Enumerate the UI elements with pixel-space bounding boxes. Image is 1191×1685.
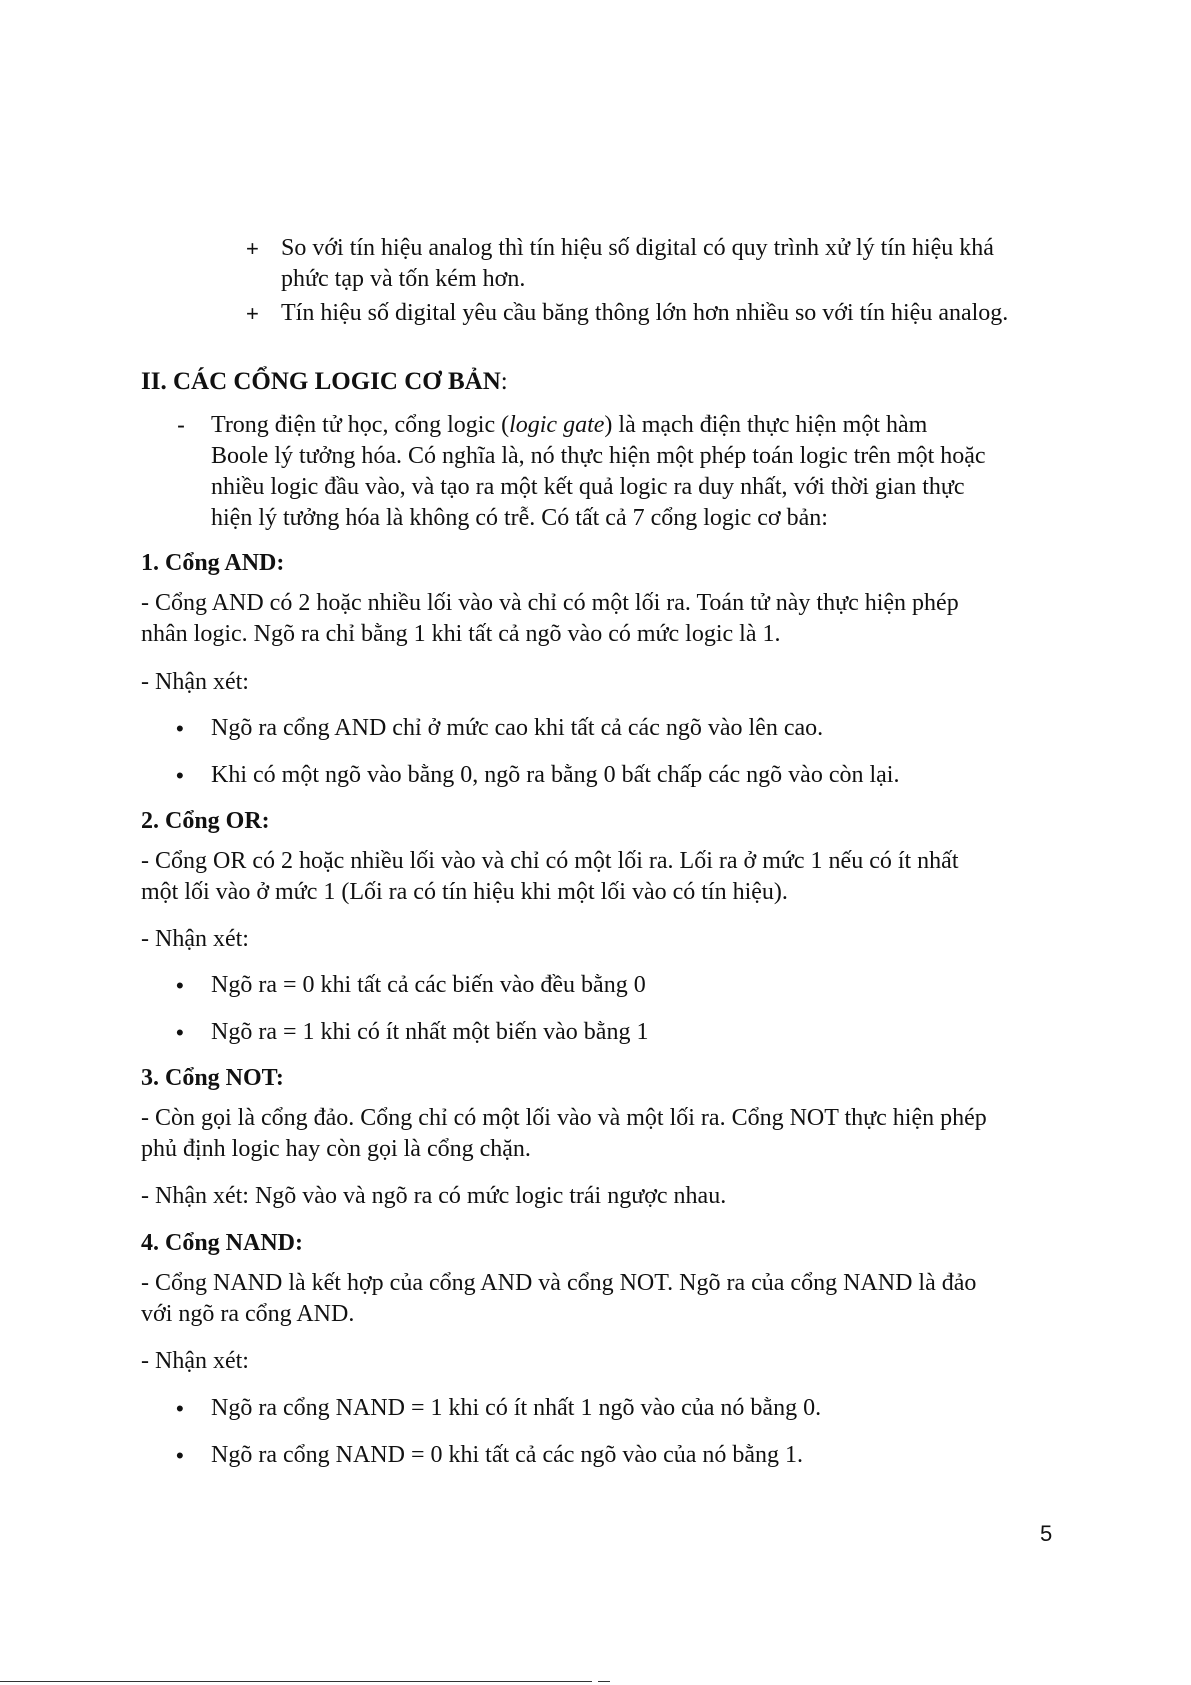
plus-marker: + bbox=[246, 236, 259, 261]
remark-label: - Nhận xét: bbox=[141, 926, 249, 952]
plus-marker: + bbox=[246, 301, 259, 326]
list-item-text: phức tạp và tốn kém hơn. bbox=[281, 266, 526, 292]
list-item-text: So với tín hiệu analog thì tín hiệu số digital có quy trình xử lý tín hiệu khá bbox=[281, 235, 994, 261]
gate-or-heading: 2. Cổng OR: bbox=[141, 808, 270, 834]
page-number: 5 bbox=[1040, 1521, 1053, 1546]
paragraph-line: - Còn gọi là cổng đảo. Cổng chỉ có một lối vào và một lối ra. Cổng NOT thực hiện phép bbox=[141, 1105, 987, 1131]
remark-label: - Nhận xét: bbox=[141, 1348, 249, 1374]
list-item-text: Tín hiệu số digital yêu cầu băng thông lớn hơn nhiều so với tín hiệu analog. bbox=[281, 300, 1009, 326]
intro-line bbox=[211, 410, 927, 441]
paragraph-line: với ngõ ra cổng AND. bbox=[141, 1301, 355, 1327]
gate-not-heading: 3. Cổng NOT: bbox=[141, 1065, 284, 1091]
footer-rule-tail bbox=[598, 1681, 610, 1682]
list-item-text: Ngõ ra cổng NAND = 1 khi có ít nhất 1 ngõ vào của nó bằng 0. bbox=[211, 1395, 822, 1421]
paragraph-line: nhân logic. Ngõ ra chỉ bằng 1 khi tất cả ngõ vào có mức logic là 1. bbox=[141, 621, 781, 647]
gate-nand-heading: 4. Cổng NAND: bbox=[141, 1230, 303, 1256]
dash-marker: - bbox=[177, 412, 185, 439]
intro-line: Boole lý tưởng hóa. Có nghĩa là, nó thực hiện một phép toán logic trên một hoặc bbox=[211, 443, 986, 469]
intro-italic-term: logic gate bbox=[509, 412, 605, 438]
list-item-text: Ngõ ra = 0 khi tất cả các biến vào đều bằng 0 bbox=[211, 972, 646, 998]
bullet-icon: • bbox=[176, 1396, 184, 1421]
remark-label: - Nhận xét: bbox=[141, 669, 249, 695]
intro-line: nhiều logic đầu vào, và tạo ra một kết quả logic ra duy nhất, với thời gian thực bbox=[211, 474, 965, 500]
remark-label: - Nhận xét: Ngõ vào và ngõ ra có mức logic trái ngược nhau. bbox=[141, 1183, 727, 1209]
paragraph-line: - Cổng OR có 2 hoặc nhiều lối vào và chỉ có một lối ra. Lối ra ở mức 1 nếu có ít nhất bbox=[141, 848, 959, 874]
paragraph-line: - Cổng AND có 2 hoặc nhiều lối vào và chỉ có một lối ra. Toán tử này thực hiện phép bbox=[141, 590, 959, 616]
bullet-icon: • bbox=[176, 1443, 184, 1468]
bullet-icon: • bbox=[176, 716, 184, 741]
footer-rule bbox=[0, 1681, 592, 1682]
intro-line: hiện lý tưởng hóa là không có trễ. Có tất cả 7 cổng logic cơ bản: bbox=[211, 505, 828, 531]
paragraph-line: - Cổng NAND là kết hợp của cổng AND và cổng NOT. Ngõ ra của cổng NAND là đảo bbox=[141, 1270, 977, 1296]
list-item-text: Ngõ ra cổng NAND = 0 khi tất cả các ngõ vào của nó bằng 1. bbox=[211, 1442, 804, 1468]
section-heading bbox=[141, 366, 508, 397]
intro-text: Trong điện tử học, cổng logic ( bbox=[211, 412, 510, 438]
list-item-text: Ngõ ra cổng AND chỉ ở mức cao khi tất cả các ngõ vào lên cao. bbox=[211, 715, 824, 741]
list-item-text: Ngõ ra = 1 khi có ít nhất một biến vào bằng 1 bbox=[211, 1019, 649, 1045]
bullet-icon: • bbox=[176, 1020, 184, 1045]
bullet-icon: • bbox=[176, 973, 184, 998]
gate-and-heading: 1. Cổng AND: bbox=[141, 550, 285, 576]
list-item-text: Khi có một ngõ vào bằng 0, ngõ ra bằng 0 bất chấp các ngõ vào còn lại. bbox=[211, 762, 900, 788]
paragraph-line: một lối vào ở mức 1 (Lối ra có tín hiệu khi một lối vào có tín hiệu). bbox=[141, 879, 788, 905]
bullet-icon: • bbox=[176, 763, 184, 788]
intro-text: ) là mạch điện thực hiện một hàm bbox=[604, 412, 928, 438]
section-heading-text: II. CÁC CỔNG LOGIC CƠ BẢN bbox=[141, 368, 501, 395]
paragraph-line: phủ định logic hay còn gọi là cổng chặn. bbox=[141, 1136, 531, 1162]
section-heading-colon: : bbox=[500, 368, 508, 395]
